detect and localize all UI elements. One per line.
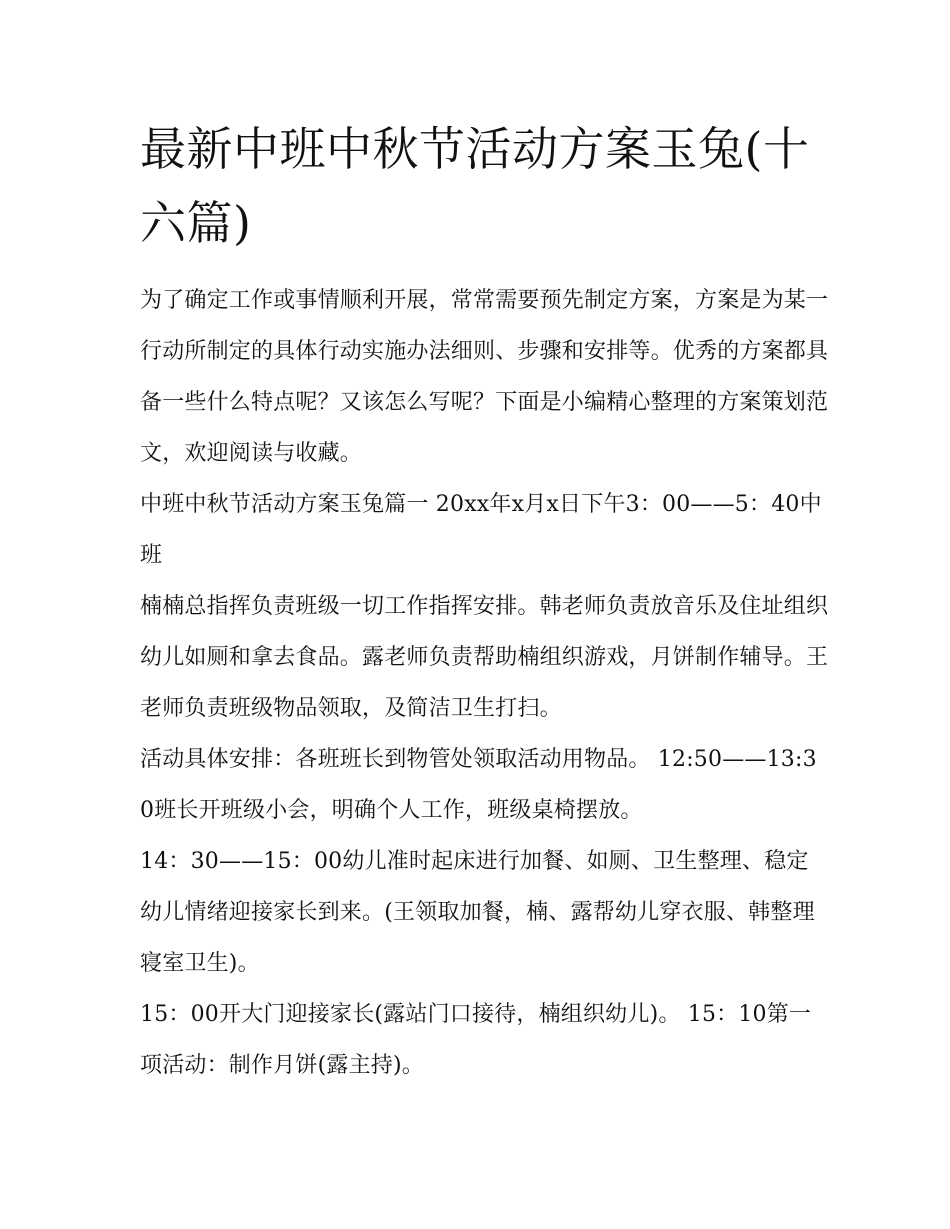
- paragraph-schedule-header: 中班中秋节活动方案玉兔篇一 20xx年x月x日下午3：00——5：40中班: [140, 492, 822, 568]
- document-body: [140, 275, 830, 1091]
- paragraph-staff-duties: 楠楠总指挥负责班级一切工作指挥安排。韩老师负责放音乐及住址组织幼儿如厕和拿去食品。露老师负责帮助楠组织游戏，月饼制作辅导。王老师负责班级物品领取，及简洁卫生打扫。: [140, 594, 829, 721]
- paragraph-activity-arrangement: 活动具体安排：各班班长到物管处领取活动用物品。 12:50——13:30班长开班级小会，明确个人工作，班级桌椅摆放。: [140, 747, 817, 823]
- paragraph-wakeup-schedule: 14：30——15：00幼儿准时起床进行加餐、如厕、卫生整理、稳定幼儿情绪迎接家长到来。(王领取加餐，楠、露帮幼儿穿衣服、韩整理寝室卫生)。: [140, 849, 815, 976]
- document-title: 最新中班中秋节活动方案玉兔(十六篇): [140, 122, 810, 250]
- paragraph-parent-welcome: 15：00开大门迎接家长(露站门口接待，楠组织幼儿)。 15：10第一项活动：制作月饼(露主持)。: [140, 1002, 812, 1078]
- paragraph-intro: 为了确定工作或事情顺利开展，常常需要预先制定方案，方案是为某一行动所制定的具体行动实施办法细则、步骤和安排等。优秀的方案都具备一些什么特点呢？又该怎么写呢？下面是小编精心整理的方案策划范文，欢迎阅读与收藏。: [140, 288, 829, 466]
